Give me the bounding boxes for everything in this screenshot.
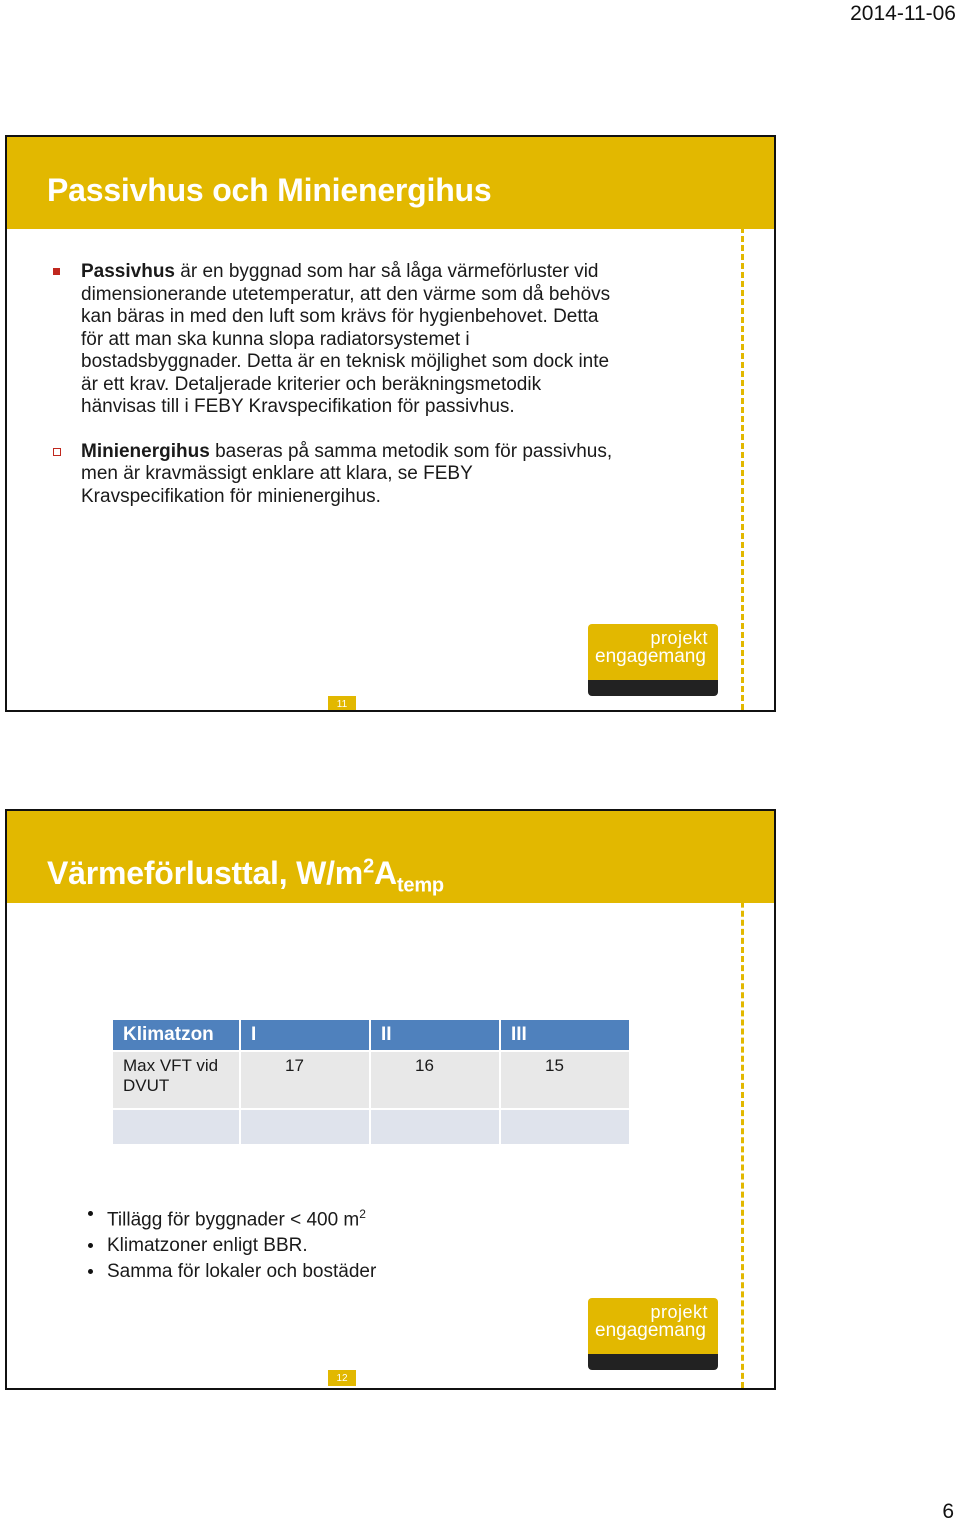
list-item: Samma för lokaler och bostäder (85, 1259, 376, 1285)
vft-table (111, 1018, 631, 1146)
note-text: Tillägg för byggnader < 400 m (107, 1209, 360, 1231)
title-text: Värmeförlusttal, W/m (47, 855, 364, 891)
empty-cell (501, 1110, 629, 1144)
page-date: 2014-11-06 (850, 2, 956, 25)
dashed-divider (741, 137, 744, 710)
table-header-row (113, 1020, 629, 1050)
title-superscript: 2 (363, 855, 375, 878)
note-superscript: 2 (359, 1207, 366, 1221)
bullet-minienergihus (53, 441, 613, 509)
empty-cell (113, 1110, 239, 1144)
slide-title (47, 855, 444, 897)
header-zone-3: III (501, 1020, 629, 1050)
header-klimatzon: Klimatzon (113, 1020, 239, 1050)
bullet-list (53, 261, 613, 530)
slide-number: 12 (328, 1370, 356, 1386)
title-a: A (374, 855, 397, 891)
value-zone-1: 17 (241, 1052, 369, 1108)
bullet-term: Minienergihus (81, 440, 210, 462)
slide-11 (5, 135, 776, 712)
list-item (85, 1201, 376, 1233)
table-row (113, 1052, 629, 1108)
table-row-empty (113, 1110, 629, 1144)
bullet-text: baseras på samma metodik som för passivhus, men är kravmässigt enklare att klara, se FEBY Kravspecifikation för minienergihus. (81, 440, 613, 507)
header-zone-1: I (241, 1020, 369, 1050)
bullet-text: är en byggnad som har så låga värmeförluster vid dimensionerande utetemperatur, att den värme som då behövs kan bäras in med den luft som krävs för hygienbehovet. Detta för att man ska kunna slopa radiatorsystemet i bostadsbyggnader. Detta är en teknisk möjlighet som dock inte är ett krav. Detaljerade kriterier och beräkningsmetodik hänvisas till i FEBY Kravspecifikation för passivhus. (81, 261, 611, 417)
page-number: 6 (942, 1500, 954, 1523)
empty-cell (371, 1110, 499, 1144)
logo-text-projekt: projekt (650, 628, 708, 648)
slide-number: 11 (328, 696, 356, 712)
note-list (85, 1201, 376, 1285)
projekt-engagemang-logo (588, 624, 718, 696)
logo-text-engagemang: engagemang (595, 646, 706, 667)
empty-cell (241, 1110, 369, 1144)
square-bullet-icon (53, 268, 60, 275)
list-item: Klimatzoner enligt BBR. (85, 1233, 376, 1259)
value-zone-3: 15 (501, 1052, 629, 1108)
header-zone-2: II (371, 1020, 499, 1050)
slide-title: Passivhus och Minienergihus (47, 172, 492, 208)
slide-12 (5, 809, 776, 1390)
row-label: Max VFT vid DVUT (113, 1052, 239, 1108)
logo-text-projekt: projekt (650, 1302, 708, 1322)
projekt-engagemang-logo (588, 1298, 718, 1370)
dashed-divider (741, 811, 744, 1388)
value-zone-2: 16 (371, 1052, 499, 1108)
logo-text-engagemang: engagemang (595, 1320, 706, 1341)
square-bullet-icon (53, 448, 61, 456)
bullet-passivhus (53, 261, 613, 419)
bullet-term: Passivhus (81, 261, 175, 282)
title-subscript: temp (396, 874, 444, 897)
